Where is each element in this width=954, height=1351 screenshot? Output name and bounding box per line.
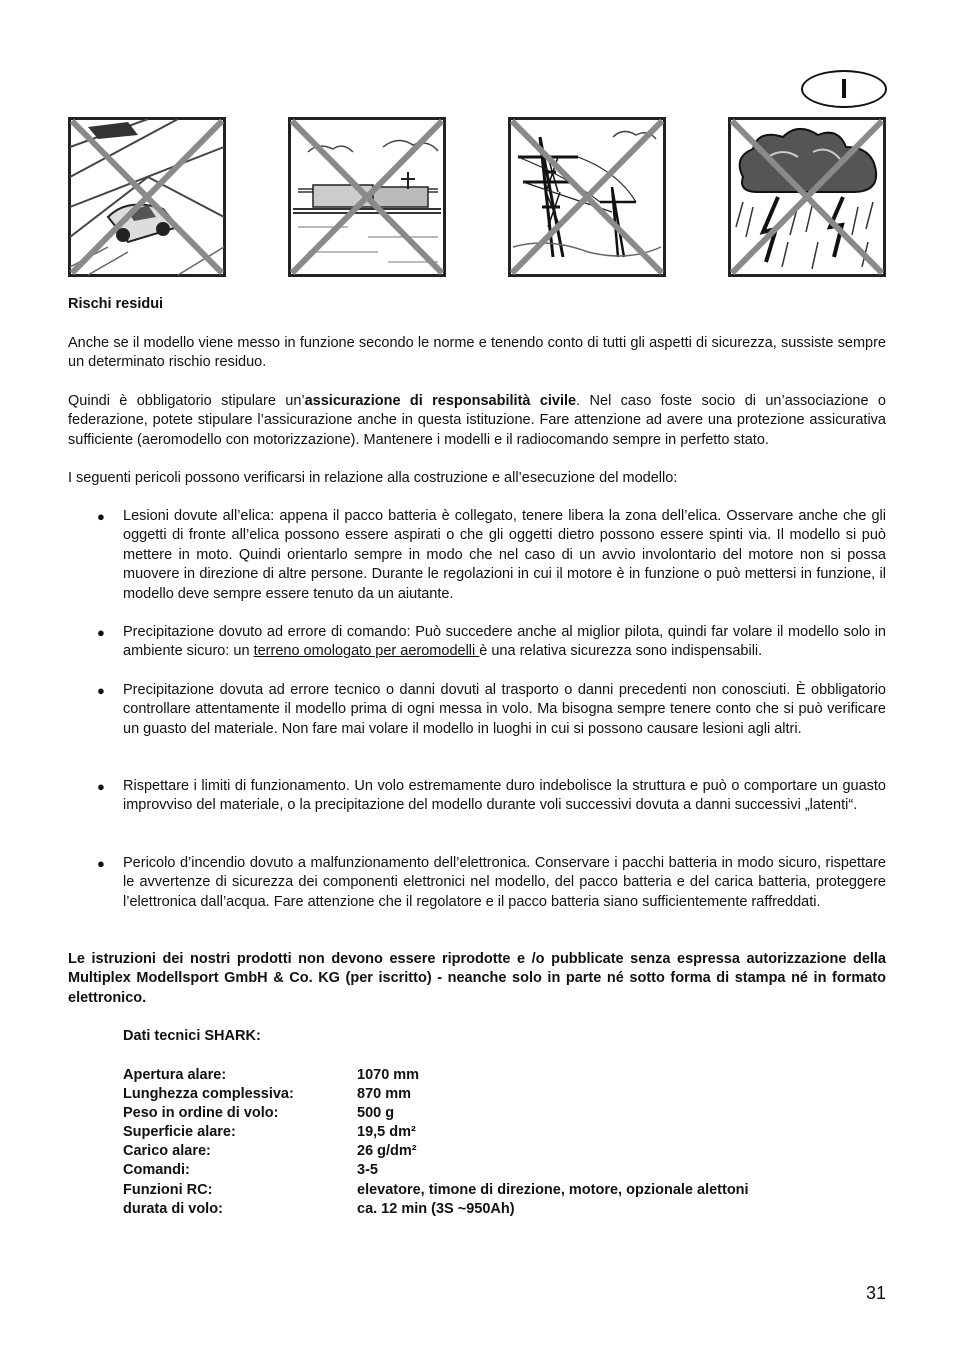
- bullet-marker: ●: [97, 683, 105, 698]
- spec-row: [123, 1066, 823, 1085]
- copyright-notice: Le istruzioni dei nostri prodotti non devono essere riprodotte e /o pubblicate senza espressa autorizzazione della Multiplex Modellsport GmbH & Co. KG (per iscritto) - neanche solo in parte né sotto forma di stampa né in formato elettronico.: [68, 951, 886, 1006]
- bullet-marker: ●: [97, 856, 105, 871]
- spec-label: durata di volo:: [123, 1200, 223, 1217]
- paragraph-residual-risk: Anche se il modello viene messo in funzione secondo le norme e tenendo conto di tutti gli aspetti di sicurezza, sussiste sempre un determinato rischio residuo.: [68, 335, 886, 371]
- spec-value: 500 g: [357, 1105, 395, 1122]
- no-fly-near-power-lines-icon: [508, 117, 666, 277]
- spec-label: Superficie alare:: [123, 1124, 236, 1141]
- bullet-marker: ●: [97, 779, 105, 794]
- bullet-marker: ●: [97, 509, 105, 524]
- spec-value: elevatore, timone di direzione, motore, opzionale alettoni: [357, 1181, 749, 1198]
- no-fly-near-roads-icon: [68, 117, 226, 277]
- language-badge: I: [801, 70, 887, 108]
- approved-field-link-text: terreno omologato per aeromodelli: [253, 643, 480, 660]
- bullet-operating-limits: Rispettare i limiti di funzionamento. Un volo estremamente duro indebolisce la struttura e può o comportare un guasto improvviso del materiale, o la precipitazione del modello durante voli successivi dovuta a danni successivi „latenti“.: [123, 778, 886, 814]
- spec-label: Lunghezza complessiva:: [123, 1086, 294, 1103]
- bullet-marker: ●: [97, 625, 105, 640]
- spec-row: [123, 1123, 823, 1142]
- spec-value: ca. 12 min (3S ~950Ah): [357, 1200, 515, 1217]
- no-fly-near-railways-icon: [288, 117, 446, 277]
- spec-label: Carico alare:: [123, 1143, 211, 1160]
- spec-row: [123, 1161, 823, 1180]
- bullet-pilot-error: Precipitazione dovuto ad errore di comando: Può succedere anche al miglior pilota, quindi far volare il modello solo in ambiente sicuro: un terreno omologato per aeromodelli è una relativa sicurezza sono indispensabili.: [123, 624, 886, 660]
- spec-label: Peso in ordine di volo:: [123, 1105, 279, 1122]
- spec-row: [123, 1085, 823, 1104]
- spec-row: [123, 1142, 823, 1161]
- spec-row: [123, 1104, 823, 1123]
- spec-value: 870 mm: [357, 1086, 412, 1103]
- spec-value: 3-5: [357, 1162, 378, 1179]
- specs-table: [123, 1066, 823, 1219]
- spec-label: Apertura alare:: [123, 1067, 227, 1083]
- bullet-fire-hazard: Pericolo d’incendio dovuto a malfunzionamento dell’elettronica. Conservare i pacchi batteria in modo sicuro, rispettare le avvertenze di sicurezza dei componenti elettronici nel modello, del pacco batteria e del carica batteria, proteggere l’elettronica dall’acqua. Fare attenzione che il regolatore e il pacco batteria siano sufficientemente raffreddati.: [123, 855, 886, 910]
- spec-label: Funzioni RC:: [123, 1181, 213, 1198]
- page-number: 31: [866, 1283, 887, 1303]
- spec-value: 26 g/dm²: [357, 1143, 417, 1160]
- bullet-technical-failure: Precipitazione dovuta ad errore tecnico o danni dovuti al trasporto o danni precedenti non conosciuti. È obbligatorio controllare attentamente il modello prima di ogni messa in volo. Ma bisogna sempre tenere conto che si può verificare un guasto del materiale. Non fare mai volare il modello in luoghi in cui si possono causare lesioni agli altri.: [123, 682, 886, 737]
- paragraph-insurance: Quindi è obbligatorio stipulare un’assicurazione di responsabilità civile. Nel caso foste socio di un’associazione o federazione, potete stipulare l’assicurazione anche in questa istituzione. Fare attenzione ad avere una protezione assicurativa sufficiente (aeromodello con motorizzazione). Mantenere i modelli e il radiocomando sempre in perfetto stato.: [68, 393, 886, 448]
- no-fly-in-thunderstorms-icon: [728, 117, 886, 277]
- specs-title: Dati tecnici SHARK:: [123, 1028, 261, 1044]
- insurance-emphasis: assicurazione di responsabilità civile: [304, 393, 577, 409]
- paragraph-hazards-intro: I seguenti pericoli possono verificarsi in relazione alla costruzione e all’esecuzione del modello:: [68, 470, 678, 486]
- section-title: Rischi residui: [68, 296, 164, 312]
- spec-row: [123, 1200, 823, 1219]
- spec-label: Comandi:: [123, 1162, 190, 1179]
- spec-row: [123, 1181, 823, 1200]
- bullet-propeller-injury: Lesioni dovute all’elica: appena il pacco batteria è collegato, tenere libera la zona dell’elica. Osservare anche che gli oggetti di fronte all’elica possono essere aspirati o che gli oggetti dietro possono essere spinti via. Il modello si può mettere in moto. Quindi orientarlo sempre in modo che nel caso di un avvio involontario del motore non si possa muovere in direzione di altre persone. Durante le regolazioni in cui il motore è in funzione o può mettersi in funzione, il modello deve sempre essere tenuto da un aiutante.: [123, 508, 886, 602]
- spec-value: 1070 mm: [357, 1067, 420, 1083]
- spec-value: 19,5 dm²: [357, 1124, 416, 1141]
